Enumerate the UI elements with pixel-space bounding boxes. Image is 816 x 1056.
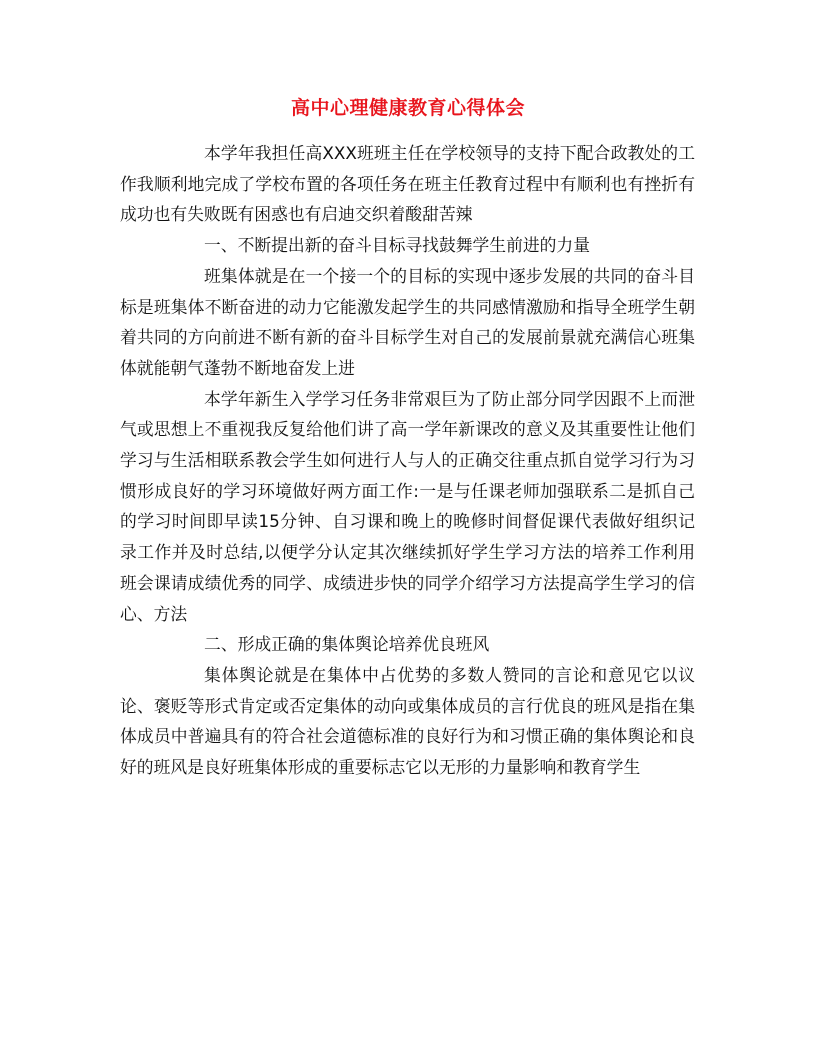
paragraph-goals: 班集体就是在一个接一个的目标的实现中逐步发展的共同的奋斗目标是班集体不断奋进的动力它能激发起学生的共同感情激励和指导全班学生朝着共同的方向前进不断有新的奋斗目标学生对自己的发展前景就充满信心班集体就能朝气蓬勃不断地奋发上进 [120, 265, 695, 378]
section-heading-opinion: 二、形成正确的集体舆论培养优良班风 [204, 634, 490, 655]
section-heading-goals: 一、不断提出新的奋斗目标寻找鼓舞学生前进的力量 [204, 235, 590, 256]
paragraph-study: 本学年新生入学学习任务非常艰巨为了防止部分同学因跟不上而泄气或思想上不重视我反复给他们讲了高一学年新课改的意义及其重要性让他们学习与生活相联系教会学生如何进行人与人的正确交往重点抓自觉学习行为习惯形成良好的学习环境做好两方面工作:一是与任课老师加强联系二是抓自己的学习时间即早读15分钟、自习课和晚上的晚修时间督促课代表做好组织记录工作并及时总结,以便学分认定其次继续抓好学生学习方法的培养工作利用班会课请成绩优秀的同学、成绩进步快的同学介绍学习方法提高学生学习的信心、方法 [120, 388, 695, 624]
paragraph-intro: 本学年我担任高XXX班班主任在学校领导的支持下配合政教处的工作我顺利地完成了学校布置的各项任务在班主任教育过程中有顺利也有挫折有成功也有失败既有困惑也有启迪交织着酸甜苦辣 [120, 143, 695, 225]
paragraph-opinion: 集体舆论就是在集体中占优势的多数人赞同的言论和意见它以议论、褒贬等形式肯定或否定集体的动向或集体成员的言行优良的班风是指在集体成员中普遍具有的符合社会道德标准的良好行为和习惯正确的集体舆论和良好的班风是良好班集体形成的重要标志它以无形的力量影响和教育学生 [120, 664, 695, 778]
document-title: 高中心理健康教育心得体会 [290, 97, 525, 119]
document-body [120, 138, 695, 783]
